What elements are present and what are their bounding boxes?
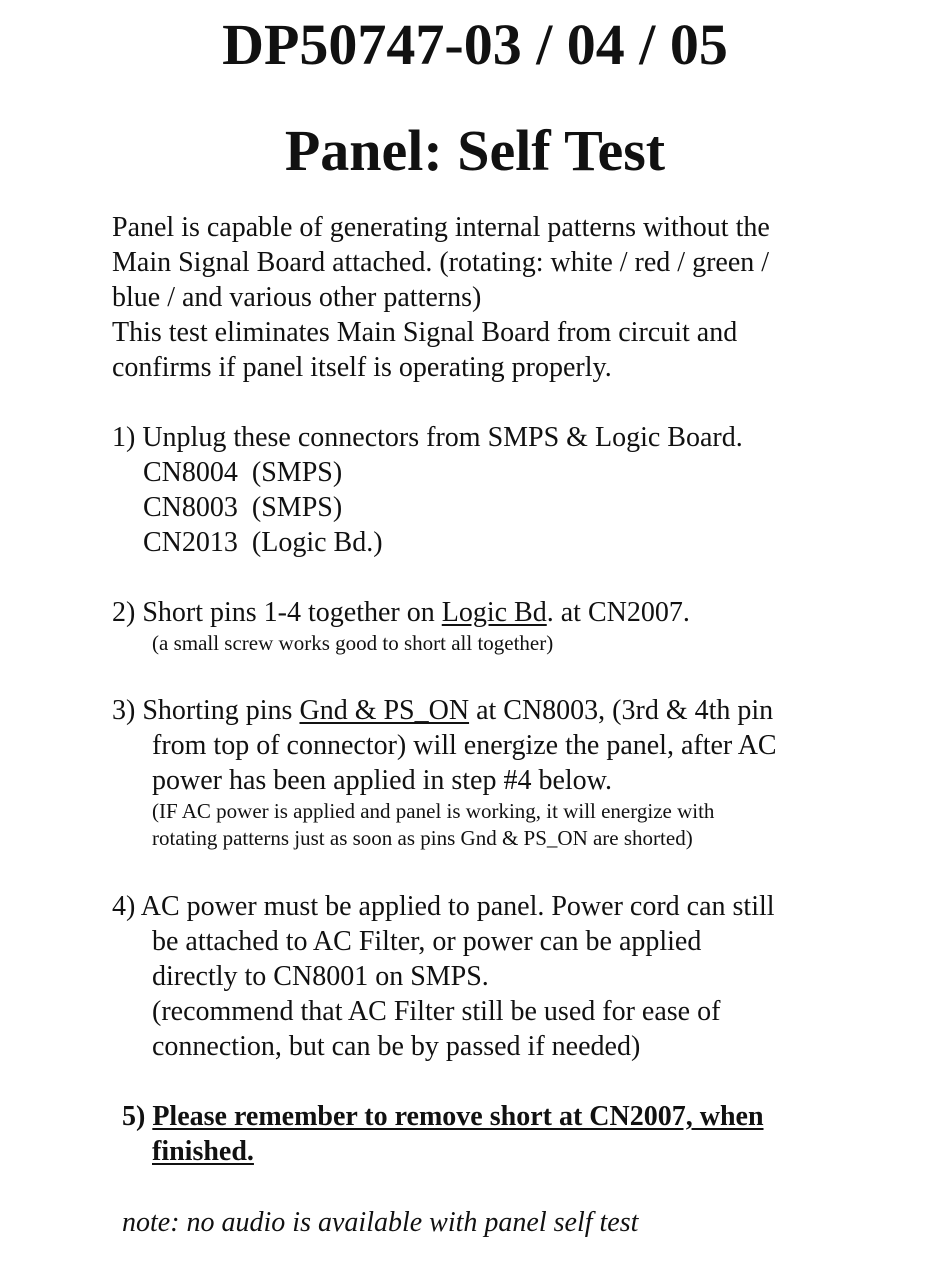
- document-subtitle: Panel: Self Test: [284, 118, 666, 183]
- step-3-note: rotating patterns just as soon as pins Gnd & PS_ON are shorted): [152, 826, 693, 850]
- document-title: DP50747-03 / 04 / 05: [222, 12, 728, 77]
- step-1-heading: 1) Unplug these connectors from SMPS & Logic Board.: [112, 422, 743, 453]
- intro-line: This test eliminates Main Signal Board from circuit and: [112, 317, 738, 348]
- footer-note: note: no audio is available with panel self test: [122, 1207, 639, 1238]
- step-3-line: from top of connector) will energize the panel, after AC: [152, 730, 777, 761]
- step-4-line: directly to CN8001 on SMPS.: [152, 961, 489, 992]
- step-4: [112, 889, 912, 1064]
- intro-paragraph: [112, 210, 912, 385]
- step-5-warning: Please remember to remove short at CN2007, when: [152, 1101, 764, 1132]
- step-4-line: be attached to AC Filter, or power can be applied: [152, 926, 702, 957]
- intro-line: confirms if panel itself is operating properly.: [112, 352, 612, 383]
- step-3-line: power has been applied in step #4 below.: [152, 765, 613, 796]
- step-2-heading: [112, 595, 912, 630]
- step-3-text: 3) Shorting pins: [112, 695, 300, 726]
- step-5-warning: finished.: [152, 1136, 254, 1167]
- step-3-text: at CN8003, (3rd & 4th pin: [469, 695, 774, 726]
- step-5: [122, 1099, 922, 1169]
- step-3-heading: [112, 693, 912, 728]
- step-2-text: 2) Short pins 1-4 together on: [112, 597, 442, 628]
- intro-line: Main Signal Board attached. (rotating: white / red / green /: [112, 247, 770, 278]
- intro-line: Panel is capable of generating internal patterns without the: [112, 212, 770, 243]
- step-2: [112, 595, 912, 657]
- step-5-heading: [122, 1099, 922, 1134]
- step-2-text: . at CN2007.: [546, 597, 690, 628]
- step-5-number: 5): [122, 1101, 153, 1132]
- step-5-line: [122, 1134, 922, 1169]
- connector-item: CN2013 (Logic Bd.): [143, 527, 383, 558]
- step-4-line: connection, but can be by passed if needed): [152, 1031, 641, 1062]
- step-4-line: (recommend that AC Filter still be used for ease of: [152, 996, 721, 1027]
- connector-item: CN8003 (SMPS): [143, 492, 343, 523]
- step-3-note: (IF AC power is applied and panel is working, it will energize with: [152, 799, 715, 823]
- step-1: [112, 420, 912, 560]
- connector-item: CN8004 (SMPS): [143, 457, 343, 488]
- step-3: [112, 693, 912, 852]
- intro-line: blue / and various other patterns): [112, 282, 482, 313]
- step-4-heading: 4) AC power must be applied to panel. Power cord can still: [112, 891, 775, 922]
- logic-board-underlined: Logic Bd: [441, 597, 547, 628]
- gnd-ps-on-underlined: Gnd & PS_ON: [299, 695, 470, 726]
- step-2-note: (a small screw works good to short all together): [152, 631, 554, 655]
